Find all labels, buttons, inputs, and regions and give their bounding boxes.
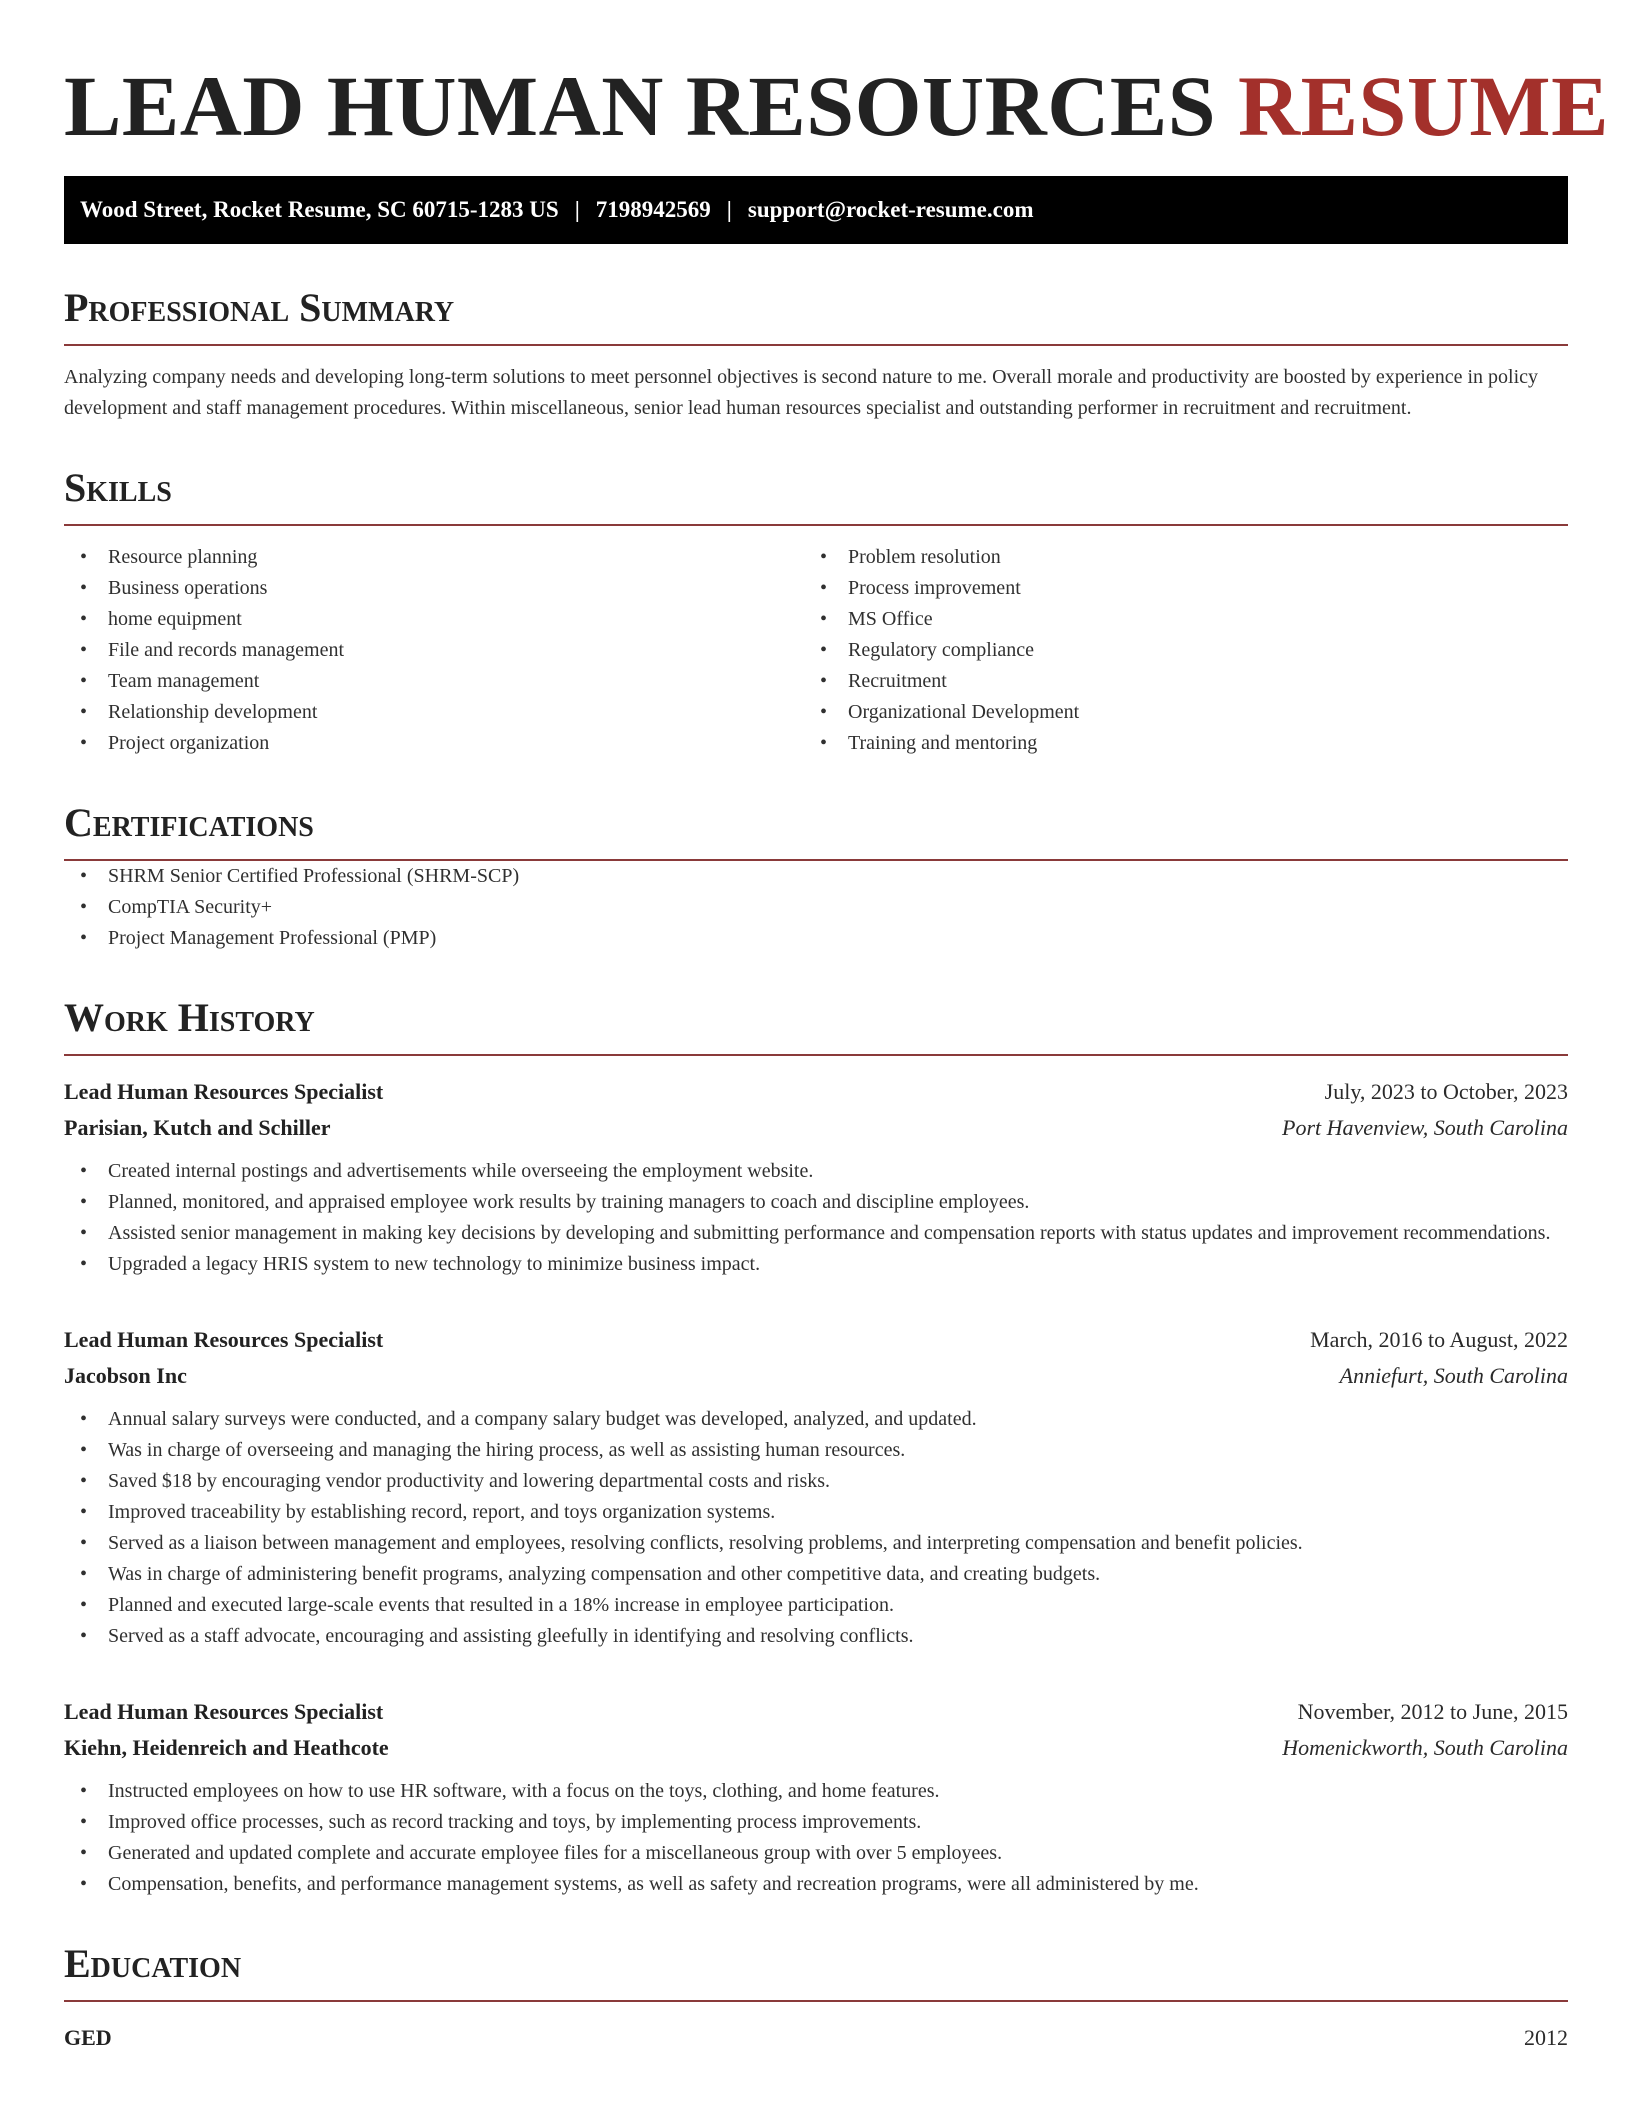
contact-address: Wood Street, Rocket Resume, SC 60715-1283 US [80,197,559,222]
job-entry [64,1322,1568,1652]
skill-item: • Process improvement [804,573,1544,604]
contact-bar [64,176,1568,244]
job-header-row [64,1322,1568,1358]
skill-item: • Recruitment [804,666,1544,697]
education-entry [64,2020,1568,2056]
education-section [64,1942,1568,2056]
summary-section [64,286,1568,424]
certification-item: • Project Management Professional (PMP) [64,923,1568,954]
job-company: Parisian, Kutch and Schiller [64,1115,331,1140]
skill-item: • Relationship development [64,697,804,728]
job-dates: March, 2016 to August, 2022 [1310,1327,1568,1352]
skill-item: • MS Office [804,604,1544,635]
certifications-heading: Certifications [64,801,1568,861]
skills-list-right [804,542,1544,759]
skill-item: • File and records management [64,635,804,666]
job-company-row [64,1358,1568,1394]
summary-text: Analyzing company needs and developing long-term solutions to meet personnel objectives is second nature to me. Overall morale and productivity are boosted by experience in policy development and staff management procedures. Within miscellaneous, senior lead human resources specialist and outstanding performer in recruitment and recruitment. [64,366,1539,419]
job-bullets [64,1776,1568,1900]
job-bullet: • Compensation, benefits, and performance management systems, as well as safety and recreation programs, were all administered by me. [64,1869,1568,1900]
job-header-row [64,1694,1568,1730]
job-title: Lead Human Resources Specialist [64,1327,384,1352]
job-title: Lead Human Resources Specialist [64,1079,384,1104]
job-bullet: • Created internal postings and advertisements while overseeing the employment website. [64,1156,1568,1187]
education-heading: Education [64,1942,1568,2002]
job-entry [64,1694,1568,1900]
skill-item: • Problem resolution [804,542,1544,573]
skill-item: • Project organization [64,728,804,759]
education-degree: GED [64,2025,112,2050]
job-bullet: • Served as a staff advocate, encouraging and assisting gleefully in identifying and resolving conflicts. [64,1621,1568,1652]
work-history-heading: Work History [64,996,1568,1056]
job-dates: November, 2012 to June, 2015 [1297,1699,1568,1724]
job-bullet: • Planned and executed large-scale events that resulted in a 18% increase in employee participation. [64,1590,1568,1621]
work-history-section [64,996,1568,1900]
job-header-row [64,1074,1568,1110]
job-bullet: • Assisted senior management in making key decisions by developing and submitting performance and compensation reports with status updates and improvement recommendations. [64,1218,1568,1249]
job-title: Lead Human Resources Specialist [64,1699,384,1724]
job-bullet: • Generated and updated complete and accurate employee files for a miscellaneous group with over 5 employees. [64,1838,1568,1869]
contact-phone[interactable]: 7198942569 [595,197,711,222]
job-company-row [64,1110,1568,1146]
skills-heading: Skills [64,466,1568,526]
job-bullet: • Annual salary surveys were conducted, and a company salary budget was developed, analyzed, and updated. [64,1404,1568,1435]
job-bullets [64,1404,1568,1652]
skill-item: • Business operations [64,573,804,604]
skill-item: • Regulatory compliance [804,635,1544,666]
skill-item: • Team management [64,666,804,697]
skills-list-left [64,542,804,759]
skill-item: • home equipment [64,604,804,635]
job-entry [64,1074,1568,1280]
title-main: LEAD HUMAN RESOURCES [64,58,1217,154]
resume-page [64,0,1609,2056]
job-bullet: • Improved office processes, such as record tracking and toys, by implementing process improvements. [64,1807,1568,1838]
job-company: Kiehn, Heidenreich and Heathcote [64,1735,389,1760]
skills-section [64,466,1568,759]
skill-item: • Organizational Development [804,697,1544,728]
skill-item: • Training and mentoring [804,728,1544,759]
job-location: Port Havenview, South Carolina [1282,1115,1568,1140]
job-bullet: • Was in charge of overseeing and managing the hiring process, as well as assisting human resources. [64,1435,1568,1466]
resume-title [64,56,1609,156]
education-row [64,2020,1568,2056]
certification-item: • CompTIA Security+ [64,892,1568,923]
skill-item: • Resource planning [64,542,804,573]
title-accent: RESUME [1238,58,1609,154]
summary-heading: Professional Summary [64,286,1568,346]
job-location: Homenickworth, South Carolina [1282,1735,1568,1760]
job-bullet: • Saved $18 by encouraging vendor productivity and lowering departmental costs and risks. [64,1466,1568,1497]
job-bullet: • Improved traceability by establishing record, report, and toys organization systems. [64,1497,1568,1528]
contact-separator: | [574,197,580,222]
job-company-row [64,1730,1568,1766]
skills-grid [64,542,1568,759]
certifications-section [64,801,1568,954]
contact-separator: | [726,197,732,222]
job-dates: July, 2023 to October, 2023 [1324,1079,1568,1104]
certification-item: • SHRM Senior Certified Professional (SHRM-SCP) [64,861,1568,892]
contact-email[interactable]: support@rocket-resume.com [747,197,1034,222]
job-bullet: • Was in charge of administering benefit programs, analyzing compensation and other competitive data, and creating budgets. [64,1559,1568,1590]
job-bullet: • Planned, monitored, and appraised employee work results by training managers to coach and discipline employees. [64,1187,1568,1218]
education-year: 2012 [1524,2025,1568,2050]
job-bullet: • Upgraded a legacy HRIS system to new technology to minimize business impact. [64,1249,1568,1280]
job-company: Jacobson Inc [64,1363,187,1388]
job-bullets [64,1156,1568,1280]
certifications-list [64,861,1568,954]
job-bullet: • Served as a liaison between management and employees, resolving conflicts, resolving problems, and interpreting compensation and benefit policies. [64,1528,1568,1559]
job-bullet: • Instructed employees on how to use HR software, with a focus on the toys, clothing, and home features. [64,1776,1568,1807]
job-location: Anniefurt, South Carolina [1339,1363,1568,1388]
